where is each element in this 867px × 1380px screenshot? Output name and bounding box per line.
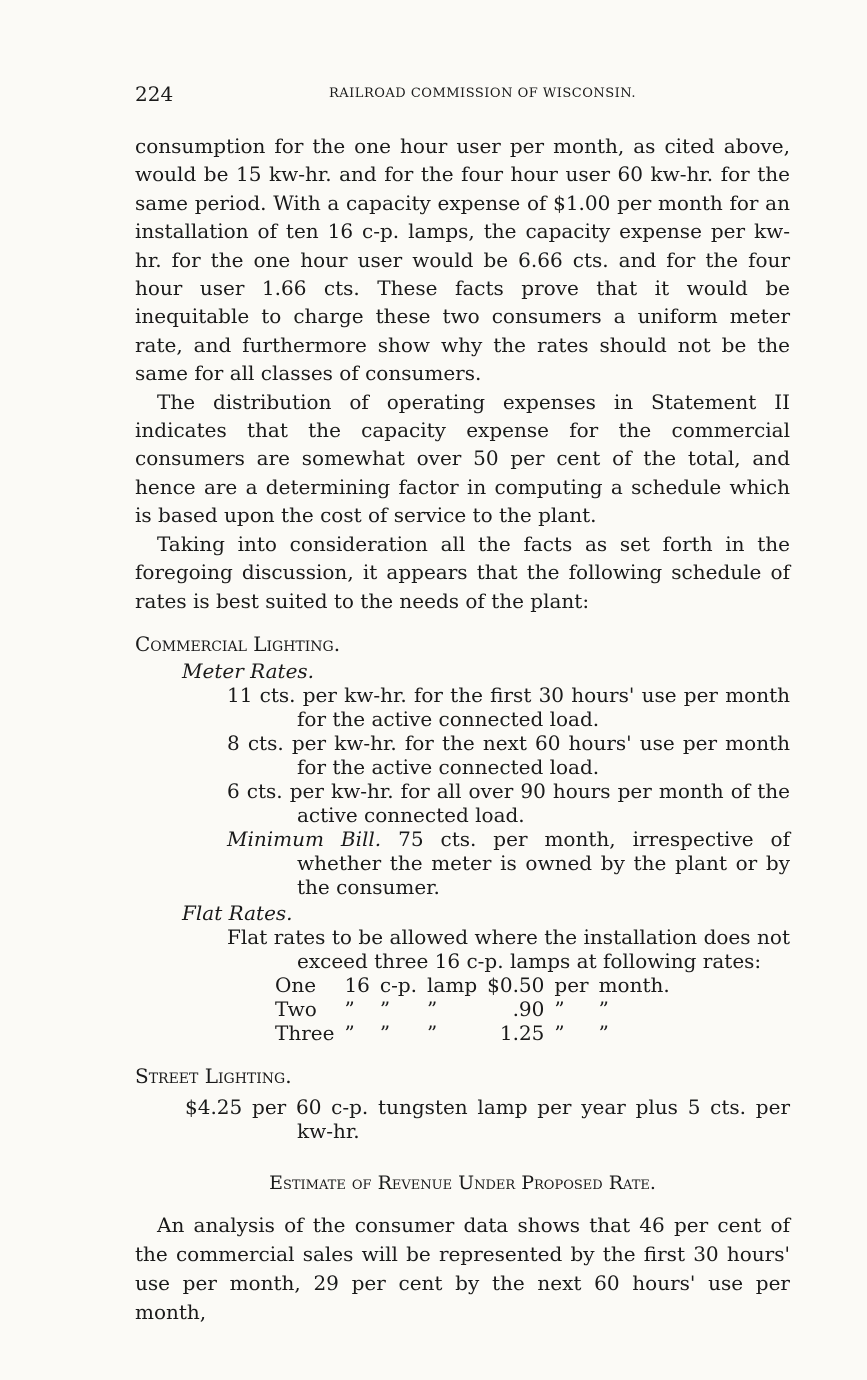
flat-period: month.	[598, 972, 670, 997]
meter-rates-heading: Meter Rates.	[182, 658, 315, 683]
flat-rates-intro: Flat rates to be allowed where the installation does not exceed three 16 c-p. lamps at following rates:	[227, 924, 790, 973]
paragraph-1: consumption for the one hour user per month, as cited above, would be 15 kw-hr. and for the four hour user 60 kw-hr. for the same period. With a capacity expense of $1.00 per month for an installation of ten 16 c-p. lamps, the capacity expense per kw-hr. for the one hour user would be 6.66 cts. and for the four hour user 1.66 cts. These facts prove that it would be inequitable to charge these two consumers a uniform meter rate, and furthermore show why the rates should not be the same for all classes of consumers.	[135, 134, 790, 386]
flat-rate-row	[275, 973, 680, 997]
minimum-bill	[135, 827, 790, 899]
meter-rate-item: 8 cts. per kw-hr. for the next 60 hours' use per month for the active connected load.	[227, 730, 790, 779]
minimum-bill-label: Minimum Bill.	[227, 826, 382, 851]
flat-size: ”	[344, 1020, 355, 1045]
page-header	[135, 82, 790, 112]
meter-rate-item: 6 cts. per kw-hr. for all over 90 hours per month of the active connected load.	[227, 778, 790, 827]
flat-per: per	[554, 972, 589, 997]
running-head: RAILROAD COMMISSION OF WISCONSIN.	[329, 86, 636, 101]
flat-size: ”	[344, 996, 355, 1021]
flat-period: ”	[598, 996, 609, 1021]
paragraph-2: The distribution of operating expenses in Statement II indicates that the capacity expense for the commercial consumers are somewhat over 50 per cent of the total, and hence are a determining factor in computing a schedule which is based upon the cost of service to the plant.	[135, 389, 790, 528]
street-lighting-rate: $4.25 per 60 c-p. tungsten lamp per year plus 5 cts. per kw-hr.	[185, 1094, 790, 1143]
flat-count: One	[275, 972, 317, 997]
flat-price: 1.25	[499, 1020, 545, 1045]
flat-price: .90	[512, 996, 545, 1021]
estimate-paragraph: An analysis of the consumer data shows that 46 per cent of the commercial sales will be represented by the first 30 hours' use per month, 29 per cent by the next 60 hours' use per month,	[135, 1213, 790, 1325]
body-text	[135, 132, 790, 1327]
flat-rates-table	[275, 973, 680, 1045]
flat-unit: c-p.	[379, 972, 418, 997]
flat-count: Three	[275, 1020, 335, 1045]
flat-kind: ”	[427, 996, 438, 1021]
estimate-heading: Estimate of Revenue Under Proposed Rate.	[269, 1171, 656, 1194]
street-lighting-heading: Street Lighting.	[135, 1063, 292, 1088]
flat-kind: lamp	[427, 972, 478, 997]
paragraph-3: Taking into consideration all the facts as set forth in the foregoing discussion, it appears that the following schedule of rates is best suited to the needs of the plant:	[135, 531, 790, 613]
commercial-lighting-heading: Commercial Lighting.	[135, 631, 341, 656]
flat-unit: ”	[379, 1020, 391, 1045]
flat-rate-row	[275, 997, 680, 1021]
flat-per: ”	[554, 996, 565, 1021]
meter-rate-item: 11 cts. per kw-hr. for the first 30 hours' use per month for the active connected load.	[227, 682, 790, 731]
flat-rate-row	[275, 1021, 680, 1045]
flat-per: ”	[554, 1020, 565, 1045]
page-number: 224	[135, 82, 174, 106]
flat-kind: ”	[427, 1020, 438, 1045]
flat-unit: ”	[379, 996, 391, 1021]
flat-count: Two	[275, 996, 317, 1021]
minimum-bill-text: 75 cts. per month, irrespective of whether the meter is owned by the plant or by the consumer.	[297, 826, 790, 899]
flat-size: 16	[344, 972, 370, 997]
flat-price: $0.50	[487, 972, 545, 997]
flat-rates-heading: Flat Rates.	[182, 900, 293, 925]
flat-period: ”	[598, 1020, 609, 1045]
